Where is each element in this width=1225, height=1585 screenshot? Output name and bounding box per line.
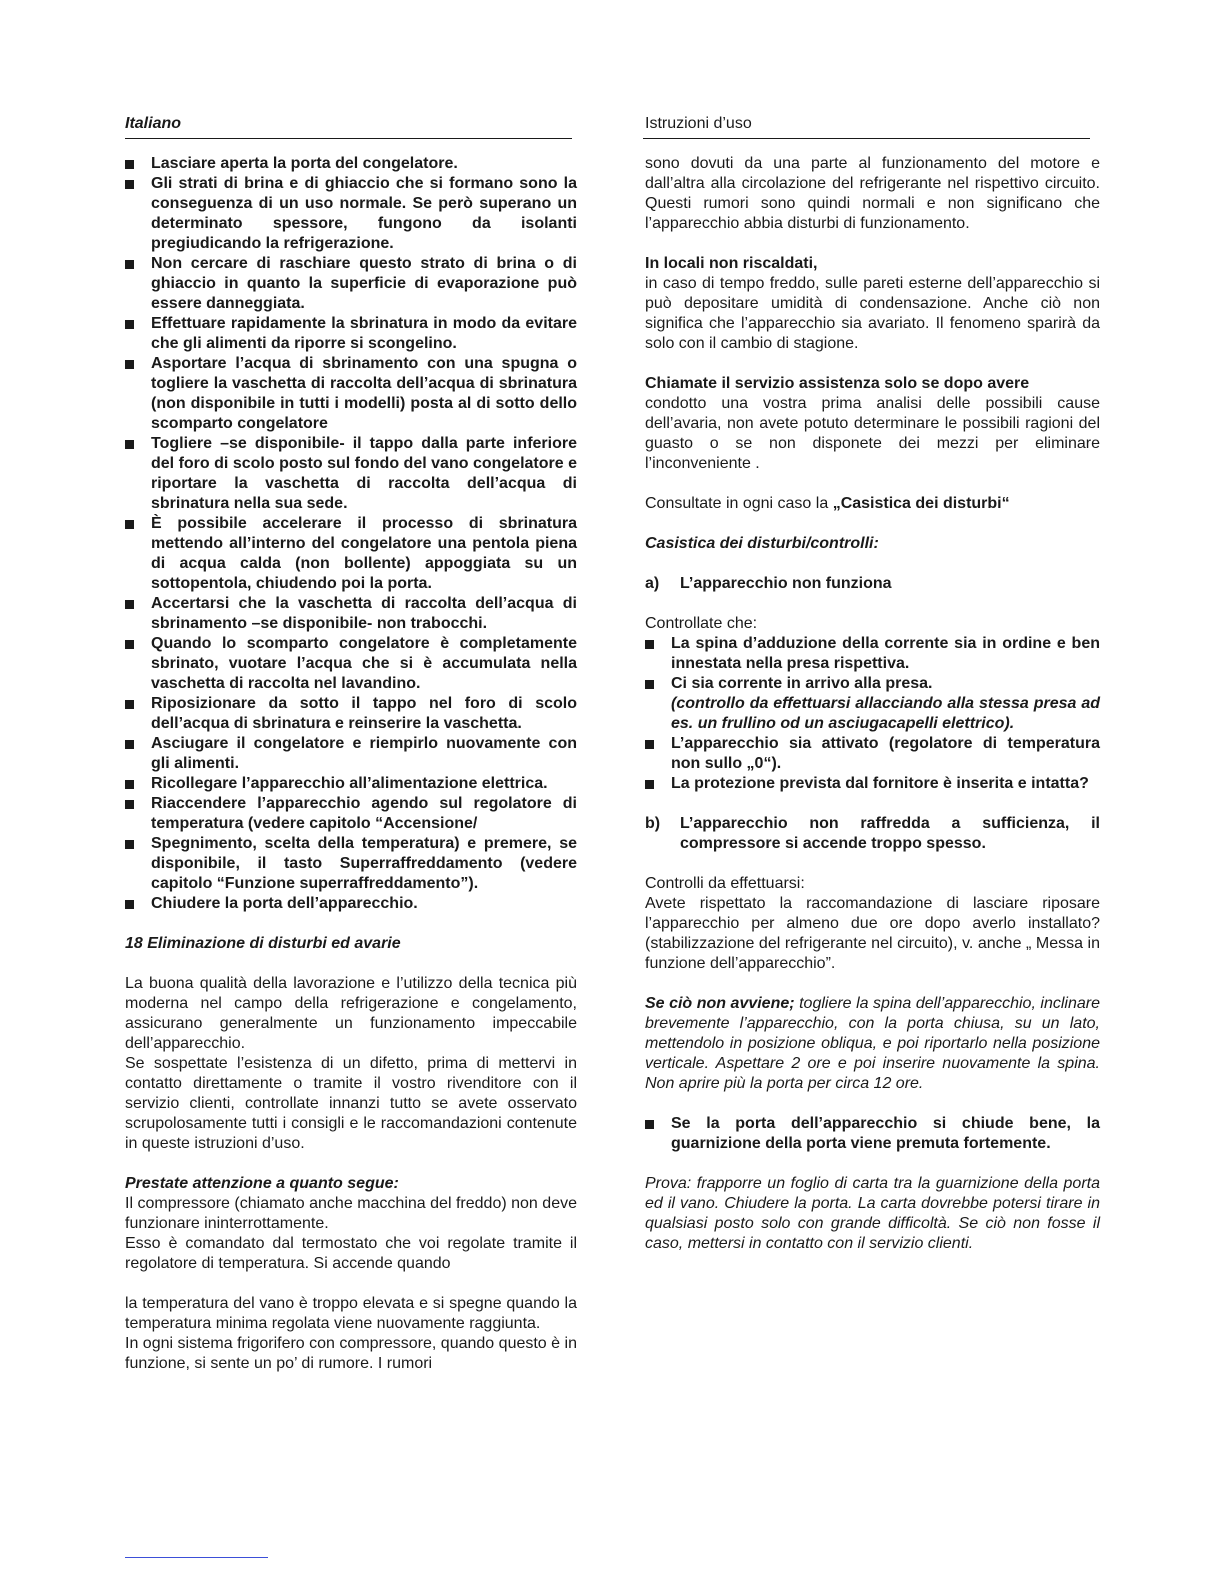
list-item: Non cercare di raschiare questo strato di brina o di ghiaccio in quanto la superficie di evaporazione può essere danneggiata. bbox=[125, 254, 577, 314]
list-item: Riaccendere l’apparecchio agendo sul regolatore di temperatura (vedere capitolo “Accensione/ bbox=[125, 794, 577, 834]
list-item: Asportare l’acqua di sbrinamento con una spugna o togliere la vaschetta di raccolta dell’acqua di sbrinatura (non disponibile in tutti i modelli) posta al di sotto dello scomparto congelatore bbox=[125, 354, 577, 434]
list-item: Togliere –se disponibile- il tappo dalla parte inferiore del foro di scolo posto sul fondo del vano congelatore e riportare la vaschetta di raccolta dell’acqua di sbrinatura nella sua sede. bbox=[125, 434, 577, 514]
list-item: Riposizionare da sotto il tappo nel foro di scolo dell’acqua di sbrinatura e reinserire la vaschetta. bbox=[125, 694, 577, 734]
list-item: È possibile accelerare il processo di sbrinatura mettendo all’interno del congelatore una pentola piena di acqua calda (non bollente) appoggiata su un sottopentola, chiudendo poi la porta. bbox=[125, 514, 577, 594]
list-item: La protezione prevista dal fornitore è inserita e intatta? bbox=[645, 774, 1100, 794]
section-title: 18 Eliminazione di disturbi ed avarie bbox=[125, 935, 401, 952]
header-manual-title: Istruzioni d’uso bbox=[645, 115, 752, 132]
list-item: L’apparecchio sia attivato (regolatore di temperatura non sullo „0“). bbox=[645, 734, 1100, 774]
list-item: Asciugare il congelatore e riempirlo nuovamente con gli alimenti. bbox=[125, 734, 577, 774]
consult-paragraph bbox=[645, 494, 1100, 514]
list-item: Spegnimento, scelta della temperatura) e premere, se disponibile, il tasto Superraffreddamento (vedere capitolo “Funzione superraffreddamento”). bbox=[125, 834, 577, 894]
test-paragraph: Prova: frapporre un foglio di carta tra la guarnizione della porta ed il vano. Chiudere la porta. La carta dovrebbe potersi tirare in qualsiasi posto solo con grande difficoltà. Se ciò non fosse il caso, mettersi in contatto con il servizio clienti. bbox=[645, 1175, 1100, 1252]
list-item: Se la porta dell’apparecchio si chiude bene, la guarnizione della porta viene premuta fortemente. bbox=[645, 1114, 1100, 1154]
header-language: Italiano bbox=[125, 115, 182, 132]
cases-heading: Casistica dei disturbi/controlli: bbox=[645, 535, 879, 552]
check-list bbox=[645, 634, 1100, 794]
list-item: Lasciare aperta la porta del congelatore. bbox=[125, 154, 577, 174]
compressor-paragraph: la temperatura del vano è troppo elevata e si spegne quando la temperatura minima regolata viene nuovamente raggiunta. bbox=[125, 1295, 577, 1332]
list-item bbox=[645, 674, 1100, 734]
compressor-paragraph: Esso è comandato dal termostato che voi regolate tramite il regolatore di temperatura. Si accende quando bbox=[125, 1235, 577, 1272]
list-item: Effettuare rapidamente la sbrinatura in modo da evitare che gli alimenti da riporre si scongelino. bbox=[125, 314, 577, 354]
right-column bbox=[645, 154, 1100, 1254]
check-text: Ci sia corrente in arrivo alla presa. bbox=[671, 675, 933, 692]
list-item: La spina d’adduzione della corrente sia in ordine e ben innestata nella presa rispettiva. bbox=[645, 634, 1100, 674]
service-paragraph: condotto una vostra prima analisi delle possibili cause dell’avaria, non avete potuto determinare le possibili ragioni del guasto o se non disponete dei mezzi per eliminare l’inconveniente . bbox=[645, 395, 1100, 472]
service-heading: Chiamate il servizio assistenza solo se dopo avere bbox=[645, 375, 1030, 392]
list-item: Ricollegare l’apparecchio all’alimentazione elettrica. bbox=[125, 774, 577, 794]
left-column bbox=[125, 154, 577, 1374]
case-b-title: L’apparecchio non raffredda a sufficienza, il compressore si accende troppo spesso. bbox=[680, 815, 1100, 852]
intro-paragraph: Se sospettate l’esistenza di un difetto, prima di mettervi in contatto direttamente o tramite il vostro rivenditore con il servizio clienti, controllate innanzi tutto se avete osservato scrupolosamente tutti i consigli e le raccomandazioni contenute in queste istruzioni d’uso. bbox=[125, 1055, 577, 1152]
check-note: (controllo da effettuarsi allacciando alla stessa presa ad es. un frullino od un asciugacapelli elettrico). bbox=[671, 695, 1100, 732]
unheated-heading: In locali non riscaldati, bbox=[645, 255, 818, 272]
list-item: Accertarsi che la vaschetta di raccolta dell’acqua di sbrinamento –se disponibile- non trabocchi. bbox=[125, 594, 577, 634]
case-b-letter: b) bbox=[645, 815, 661, 832]
intro-paragraph: La buona qualità della lavorazione e l’utilizzo della tecnica più moderna nel campo della refrigerazione e congelamento, assicurano generalmente un funzionamento impeccabile dell’apparecchio. bbox=[125, 975, 577, 1052]
case-a-letter: a) bbox=[645, 575, 660, 592]
defrost-steps-list bbox=[125, 154, 577, 914]
compressor-paragraph: Il compressore (chiamato anche macchina del freddo) non deve funzionare ininterrottamente. bbox=[125, 1195, 577, 1232]
header-rule-left bbox=[125, 138, 572, 139]
if-not-lead: Se ciò non avviene; bbox=[645, 995, 795, 1012]
consult-reference: „Casistica dei disturbi“ bbox=[832, 495, 1010, 512]
door-list bbox=[645, 1114, 1100, 1154]
controls-label: Controlli da effettuarsi: bbox=[645, 875, 805, 892]
list-item: Gli strati di brina e di ghiaccio che si formano sono la conseguenza di un uso normale. Se però superano un determinato spessore, fungono da isolanti pregiudicando la refrigerazione. bbox=[125, 174, 577, 254]
if-not-paragraph bbox=[645, 994, 1100, 1094]
noise-paragraph: sono dovuti da una parte al funzionamento del motore e dall’altra alla circolazione del refrigerante nel rispettivo circuito. Questi rumori sono quindi normali e non significano che l’apparecchio abbia disturbi di funzionamento. bbox=[645, 155, 1100, 232]
footer-rule bbox=[125, 1557, 268, 1558]
case-a-heading bbox=[645, 574, 1100, 594]
controls-paragraph: Avete rispettato la raccomandazione di lasciare riposare l’apparecchio per almeno due ore dopo averlo installato? (stabilizzazione del refrigerante nel circuito), v. anche „ Messa in funzione dell’apparecchio”. bbox=[645, 895, 1100, 972]
compressor-paragraph: In ogni sistema frigorifero con compressore, quando questo è in funzione, si sente un po’ di rumore. I rumori bbox=[125, 1335, 577, 1372]
list-item: Chiudere la porta dell’apparecchio. bbox=[125, 894, 577, 914]
consult-text: Consultate in ogni caso la bbox=[645, 495, 829, 512]
if-not-text: togliere la spina dell’apparecchio, inclinare brevemente l’apparecchio, con la porta chiusa, su un lato, mettendolo in posizione obliqua, e poi riportarlo nella posizione verticale. Aspettare 2 ore e poi inserire nuovamente la spina. Non aprire più la porta per circa 12 ore. bbox=[645, 995, 1100, 1092]
header-rule-right bbox=[643, 138, 1090, 139]
list-item: Quando lo scomparto congelatore è completamente sbrinato, vuotare l’acqua che si è accumulata nella vaschetta di raccolta nel lavandino. bbox=[125, 634, 577, 694]
unheated-paragraph: in caso di tempo freddo, sulle pareti esterne dell’apparecchio si può depositare umidità di condensazione. Anche ciò non significa che l’apparecchio sia avariato. Il fenomeno sparirà da solo con il cambio di stagione. bbox=[645, 275, 1100, 352]
attention-heading: Prestate attenzione a quanto segue: bbox=[125, 1175, 399, 1192]
case-a-title: L’apparecchio non funziona bbox=[680, 575, 892, 592]
case-b-heading bbox=[645, 814, 1100, 854]
check-label: Controllate che: bbox=[645, 615, 758, 632]
